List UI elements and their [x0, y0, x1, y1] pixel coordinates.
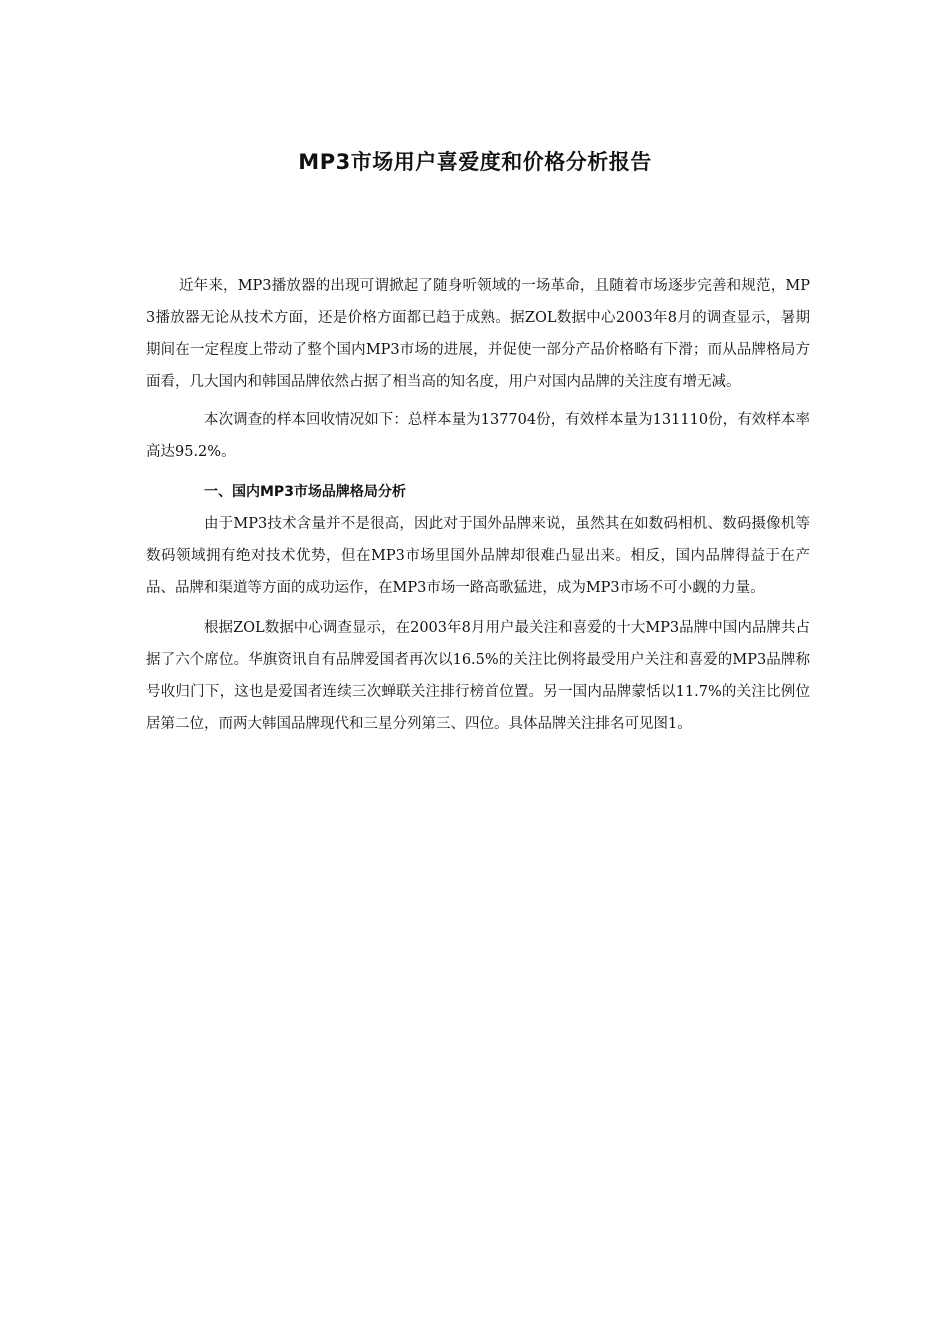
section-heading-brand-analysis: 一、国内MP3市场品牌格局分析: [204, 484, 406, 500]
section-paragraph: 由于MP3技术含量并不是很高，因此对于国外品牌来说，虽然其在如数码相机、数码摄像机等数码领域拥有绝对技术优势，但在MP3市场里国外品牌却很难凸显出来。相反，国内品牌得益于在产品、品牌和渠道等方面的成功运作，在MP3市场一路高歌猛进，成为MP3市场不可小觑的力量。: [146, 516, 810, 596]
document-title: MP3市场用户喜爱度和价格分析报告: [298, 150, 652, 174]
section-paragraph: 根据ZOL数据中心调查显示，在2003年8月用户最关注和喜爱的十大MP3品牌中国内品牌共占据了六个席位。华旗资讯自有品牌爱国者再次以16.5%的关注比例将最受用户关注和喜爱的MP3品牌称号收归门下，这也是爱国者连续三次蝉联关注排行榜首位置。另一国内品牌蒙恬以11.7%的关注比例位居第二位，而两大韩国品牌现代和三星分列第三、四位。具体品牌关注排名可见图1。: [146, 620, 810, 732]
sample-paragraph: 本次调查的样本回收情况如下：总样本量为137704份，有效样本量为131110份，有效样本率高达95.2%。: [146, 412, 810, 460]
document-body: [146, 270, 810, 740]
intro-paragraph: 近年来，MP3播放器的出现可谓掀起了随身听领域的一场革命，且随着市场逐步完善和规范，MP3播放器无论从技术方面，还是价格方面都已趋于成熟。据ZOL数据中心2003年8月的调查显示，暑期期间在一定程度上带动了整个国内MP3市场的进展，并促使一部分产品价格略有下滑；而从品牌格局方面看，几大国内和韩国品牌依然占据了相当高的知名度，用户对国内品牌的关注度有增无减。: [146, 278, 810, 390]
